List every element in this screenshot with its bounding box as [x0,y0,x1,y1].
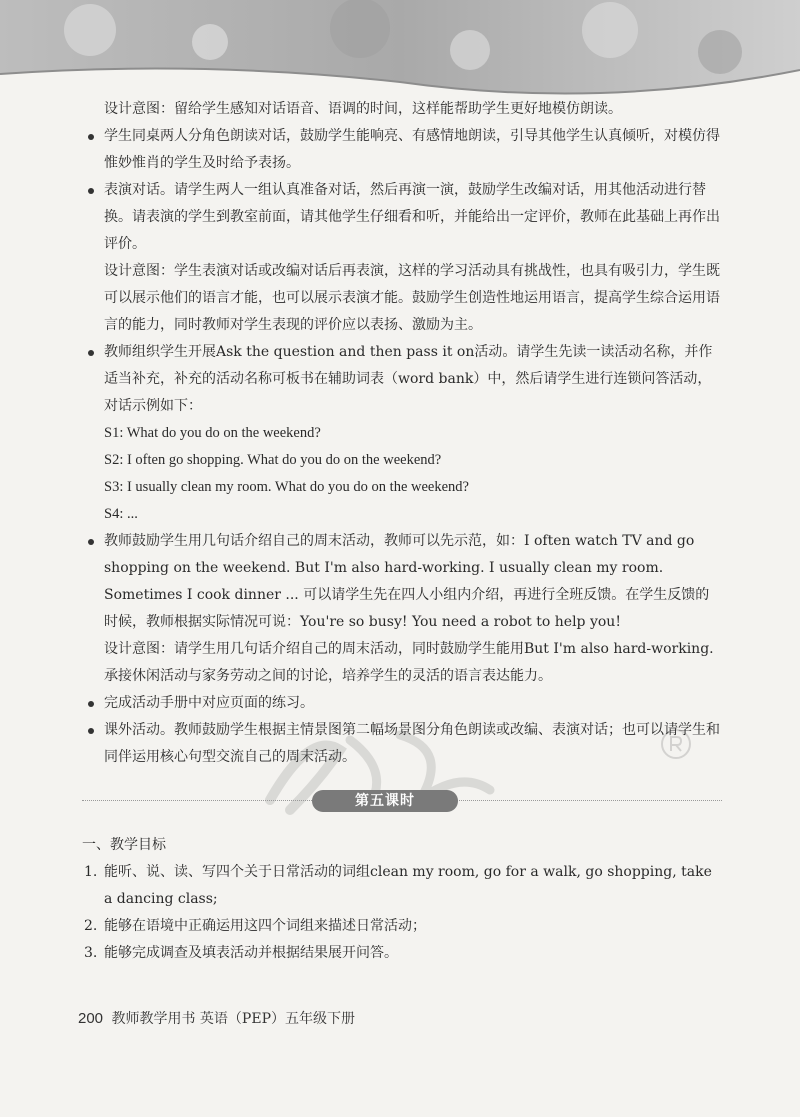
section-heading: 一、教学目标 [82,837,166,853]
dialog-line-s3: S3: I usually clean my room. What do you do on the weekend? [104,479,469,495]
book-title: 教师教学用书 英语（PEP）五年级下册 [111,1011,355,1027]
teaching-goals [82,832,722,967]
bullet-item-perform-dialog: 表演对话。请学生两人一组认真准备对话，然后再演一演，鼓励学生改编对话，用其他活动进行替换。请表演的学生到教室前面，请其他学生仔细看和听，并能给出一定评价，教师在此基础上再作出评价。 [82,177,722,258]
goal-item: 2. 能够在语境中正确运用这四个词组来描述日常活动； [84,918,426,934]
dialog-line-s4: S4: ... [104,506,138,522]
page-footer [78,1008,355,1028]
page-number: 200 [78,1010,104,1027]
lesson-title-badge: 第五课时 [312,790,458,812]
design-intent-2: 设计意图：学生表演对话或改编对话后再表演，这样的学习活动具有挑战性，也具有吸引力，学生既可以展示他们的语言才能，也可以展示表演才能。鼓励学生创造性地运用语言，提高学生综合运用语言的能力，同时教师对学生表现的评价应以表扬、激励为主。 [104,263,720,333]
bullet-item-pass-it-on: 教师组织学生开展Ask the question and then pass it on活动。请学生先读一读活动名称，并作适当补充，补充的活动名称可板书在辅助词表（word bank）中，然后请学生进行连锁问答活动，对话示例如下： [82,339,722,420]
goal-item: 1. 能听、说、读、写四个关于日常活动的词组clean my room, go for a walk, go shopping, take a dancing class; [84,864,712,907]
design-intent-3: 设计意图：请学生用几句话介绍自己的周末活动，同时鼓励学生能用But I'm also hard-working.承接休闲活动与家务劳动之间的讨论，培养学生的灵活的语言表达能力。 [104,641,714,684]
main-text [82,96,722,771]
goal-item: 3. 能够完成调查及填表活动并根据结果展开问答。 [84,945,398,961]
bullet-item-role-reading: 学生同桌两人分角色朗读对话，鼓励学生能响亮、有感情地朗读，引导其他学生认真倾听，对模仿得惟妙惟肖的学生及时给予表扬。 [82,123,722,177]
dialog-line-s1: S1: What do you do on the weekend? [104,425,321,441]
dialog-line-s2: S2: I often go shopping. What do you do on the weekend? [104,452,442,468]
decorative-header-banner [0,0,800,100]
bullet-item-extracurricular: 课外活动。教师鼓励学生根据主情景图第二幅场景图分角色朗读或改编、表演对话；也可以请学生和同伴运用核心句型交流自己的周末活动。 [82,717,722,771]
registered-mark-icon [660,728,692,760]
design-intent-1: 设计意图：留给学生感知对话语音、语调的时间，这样能帮助学生更好地模仿朗读。 [104,101,622,117]
bullet-item-weekend-intro: 教师鼓励学生用几句话介绍自己的周末活动，教师可以先示范，如：I often watch TV and go shopping on the weekend. But I'm also hard-working. I usually clean my room. Sometimes I cook dinner ... 可以请学生先在四人小组内介绍，再进行全班反馈。在学生反馈的时候，教师根据实际情况可说：You're so busy! You need a robot to help you! [82,528,722,636]
bullet-item-workbook: 完成活动手册中对应页面的练习。 [82,690,722,717]
